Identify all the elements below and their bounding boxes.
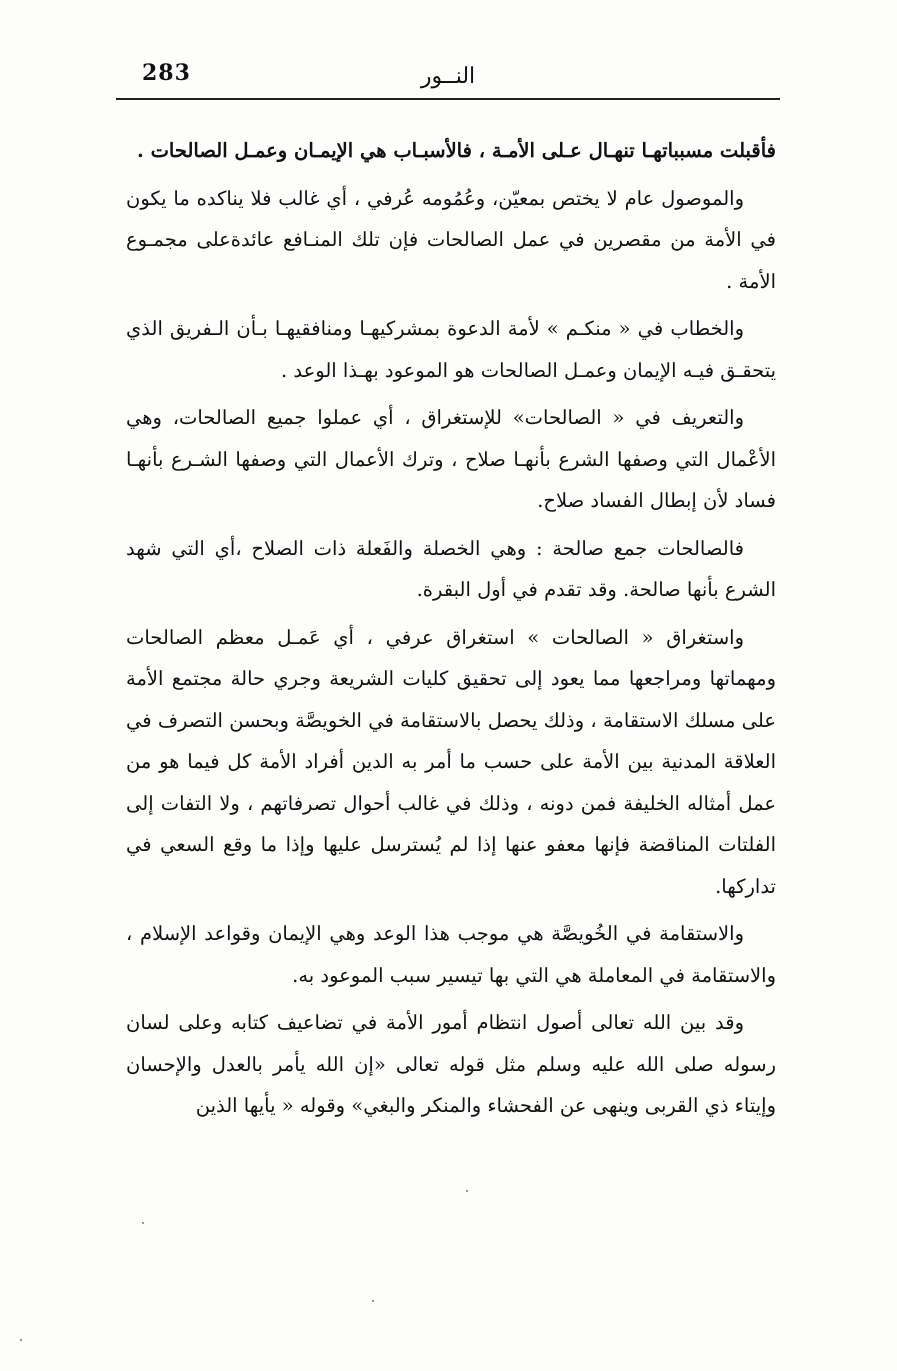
body-text	[126, 130, 776, 1133]
page-number: 283	[142, 60, 191, 86]
running-title: النــور	[420, 64, 476, 89]
paragraph: والتعريف في « الصالحات» للإستغراق ، أي عملوا جميع الصالحات، وهي الأعْمال التي وصفها الشرع بأنهـا صلاح ، وترك الأعمال التي وصفها الشـرع بأنهـا فساد لأن إبطال الفساد صلاح.	[126, 406, 776, 512]
paragraph: والاستقامة في الخُويصَّة هي موجب هذا الوعد وهي الإيمان وقواعد الإسلام ، والاستقامة في المعاملة هي التي بها تيسير سبب الموعود به.	[126, 922, 776, 987]
paragraph: فأقبلت مسبباتهـا تنهـال عـلى الأمـة ، فالأسبـاب هي الإيمـان وعمـل الصالحات .	[137, 139, 776, 162]
paragraph: واستغراق « الصالحات » استغراق عرفي ، أي عَمـل معظم الصالحات ومهماتها ومراجعها مما يعود إلى تحقيق كليات الشريعة وجري حالة مجتمع الأمة على مسلك الاستقامة ، وذلك يحصل بالاستقامة في الخويصَّة وبحسن التصرف في العلاقة المدنية بين الأمة على حسب ما أمر به الدين أفراد الأمة كل فيما هو من عمل أمثاله الخليفة فمن دونه ، وذلك في غالب أحوال تصرفاتهم ، ولا التفات إلى الفلتات المناقضة فإنها معفو عنها إذا لم يُسترسل عليها وإذا ما وقع السعي في تداركها.	[126, 625, 776, 898]
scan-speck	[20, 1339, 22, 1341]
paragraph: والخطاب في « منكـم » لأمة الدعوة بمشركيهـا ومنافقيهـا بـأن الـفريق الذي يتحقـق فيـه الإيمان وعمـل الصالحات هو الموعود بهـذا الوعد .	[126, 317, 776, 382]
scan-speck	[466, 1190, 468, 1192]
paragraph: وقد بين الله تعالى أصول انتظام أمور الأمة في تضاعيف كتابه وعلى لسان رسوله صلى الله عليه وسلم مثل قوله تعالى «إن الله يأمر بالعدل والإحسان وإيتاء ذي القربى وينهى عن الفحشاء والمنكر والبغي» وقوله « يأيها الذين	[126, 1011, 776, 1117]
paragraph: فالصالحات جمع صالحة : وهي الخصلة والفَعلة ذات الصلاح ،أي التي شهد الشرع بأنها صالحة. وقد تقدم في أول البقرة.	[126, 536, 776, 601]
header-rule	[116, 98, 780, 100]
page-header	[118, 56, 778, 96]
paragraph: والموصول عام لا يختص بمعيّن، وعُمُومه عُرفي ، أي غالب فلا يناكده ما يكون في الأمة من مقصرين في عمل الصالحات فإن تلك المنـافع عائدةعلى مجمـوع الأمة .	[126, 186, 776, 293]
scan-speck	[142, 1222, 144, 1224]
scan-speck	[372, 1300, 374, 1302]
